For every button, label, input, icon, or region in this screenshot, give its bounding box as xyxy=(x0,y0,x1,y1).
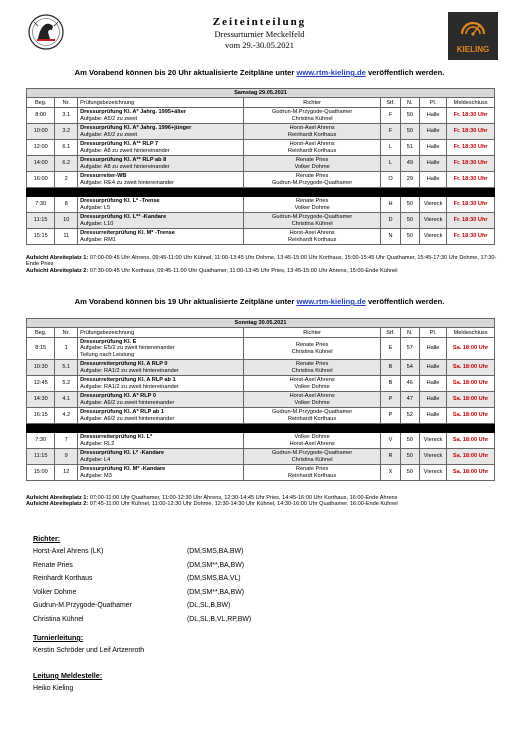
class-number: 11 xyxy=(55,229,78,245)
judges-heading: Richter: xyxy=(33,534,61,543)
supervision-1-label: Aufsicht Abreiteplatz 1: xyxy=(26,495,89,501)
exam-name: Dressurprüfung Kl. A* RLP ab 1 xyxy=(80,409,165,416)
judges-cell xyxy=(243,449,380,465)
col-nr-header: Nr. xyxy=(55,98,78,108)
entries-count: 50 xyxy=(400,197,419,213)
exam-cell xyxy=(78,197,244,213)
judge-entry-qualifications: (DL,SL,B,VL,RP,BW) xyxy=(187,615,252,623)
document-title: Zeiteinteilung xyxy=(212,16,307,28)
entries-count: 50 xyxy=(400,108,419,124)
entries-count: 51 xyxy=(400,140,419,156)
arena: Viereck xyxy=(419,229,446,245)
exam-name: Dressurprüfung Kl. A* Jahrg. 1995+älter xyxy=(80,109,187,116)
col-stf-header: Stf. xyxy=(381,328,400,338)
start-time: 16:15 xyxy=(27,408,55,424)
exam-task: Aufgabe: M3 xyxy=(80,472,112,479)
exam-cell xyxy=(78,108,244,124)
exam-cell xyxy=(78,465,244,481)
judges-cell xyxy=(243,124,380,140)
judge-name: Horst-Axel Ahrens xyxy=(289,377,335,384)
stf-value: R xyxy=(381,449,400,465)
col-n-header: N. xyxy=(400,328,419,338)
column-header-row xyxy=(27,98,495,108)
exam-cell xyxy=(78,140,244,156)
arena: Viereck xyxy=(419,433,446,449)
exam-task: Aufgabe: A6/2 zu zweit hintereinander xyxy=(80,399,175,406)
entries-count: 49 xyxy=(400,156,419,172)
supervision-1-text: 07:00-11:00 Uhr Quathamer, 11:00-12:30 Uhr Ahrens, 12:30-14:45 Uhr Pries, 14:45-16:00 Uhr Korthaus, 16:00-Ende Ahrens xyxy=(88,495,398,501)
col-meldeschluss-header: Meldeschluss xyxy=(447,328,495,338)
judges-cell xyxy=(243,172,380,188)
entries-count: 50 xyxy=(400,213,419,229)
judge-name: Gudrun-M.Przygode-Quathamer xyxy=(272,109,353,116)
exam-cell xyxy=(78,229,244,245)
schedule-row xyxy=(27,229,495,245)
entries-count: 50 xyxy=(400,124,419,140)
judge-entry-qualifications: (DM,SM**,BA,BW) xyxy=(187,588,245,596)
class-number: 6.1 xyxy=(55,140,78,156)
supervision-2-text: 07:45-11:00 Uhr Kühnel, 11:00-12:30 Uhr Dohme, 12:30-14:30 Uhr Kühnel, 14:30-16:00 Uhr Quathamer, 16:00-Ende Kühnel xyxy=(88,501,398,508)
exam-task: Aufgabe: RA1/2 zu zweit hintereinander xyxy=(80,367,179,374)
start-time: 11:15 xyxy=(27,449,55,465)
col-beg-header: Beg. xyxy=(27,98,55,108)
saturday-supervision xyxy=(26,255,501,274)
entry-deadline: Sa. 18:00 Uhr xyxy=(447,465,495,481)
schedule-row xyxy=(27,156,495,172)
judge-entry-name: Christina Kühnel xyxy=(33,615,84,623)
judge-entry-qualifications: (DM,SM**,BA,BW) xyxy=(187,561,245,569)
class-number: 4.2 xyxy=(55,408,78,424)
col-pl-header: Pl. xyxy=(419,98,446,108)
exam-name: Dressurprüfung Kl. A* Jahrg. 1996+jünger xyxy=(80,125,192,132)
day-header-row xyxy=(27,319,495,328)
meldestelle-heading: Leitung Meldestelle: xyxy=(33,671,103,680)
sunday-schedule-table xyxy=(26,318,495,481)
schedule-row xyxy=(27,408,495,424)
stf-value: V xyxy=(381,433,400,449)
arena: Halle xyxy=(419,360,446,376)
judge-entry-name: Horst-Axel Ahrens (LK) xyxy=(33,548,104,555)
sunday-supervision xyxy=(26,495,501,508)
judge-name: Renate Pries xyxy=(295,466,329,473)
judge-name: Renate Pries xyxy=(295,342,329,349)
judge-name: Gudrun-M.Przygode-Quathamer xyxy=(272,450,353,457)
judge-name: Volker Dohme xyxy=(294,434,330,441)
stf-value: L xyxy=(381,156,400,172)
class-number: 5.1 xyxy=(55,360,78,376)
start-time: 12:45 xyxy=(27,376,55,392)
exam-name: Dressurprüfung Kl. A** RLP 7 xyxy=(80,141,159,148)
entry-deadline: Fr. 18:30 Uhr xyxy=(447,229,495,245)
stf-value: P xyxy=(381,408,400,424)
start-time: 8:00 xyxy=(27,108,55,124)
judge-name: Christina Kühnel xyxy=(291,456,333,463)
entry-deadline: Sa. 18:00 Uhr xyxy=(447,338,495,360)
schedule-row xyxy=(27,108,495,124)
arena: Halle xyxy=(419,408,446,424)
arena: Viereck xyxy=(419,213,446,229)
exam-name: Dressurprüfung Kl. L* -Trense xyxy=(80,198,160,205)
judge-name: Volker Dohme xyxy=(294,163,330,170)
judges-cell xyxy=(243,376,380,392)
turnierleitung-heading: Turnierleitung: xyxy=(33,633,84,642)
day-label: Sonntag 30.05.2021 xyxy=(27,319,495,328)
exam-name: Dressurprüfung Kl. L** -Kandare xyxy=(80,214,167,221)
day-header-row xyxy=(27,89,495,98)
exam-task: Aufgabe: RM1 xyxy=(80,236,116,243)
start-time: 7:30 xyxy=(27,433,55,449)
col-stf-header: Stf. xyxy=(381,98,400,108)
entry-deadline: Fr. 18:30 Uhr xyxy=(447,124,495,140)
judge-name: Reinhardt Korthaus xyxy=(288,131,337,138)
class-number: 2 xyxy=(55,172,78,188)
column-header-row xyxy=(27,328,495,338)
schedule-row xyxy=(27,392,495,408)
exam-cell xyxy=(78,392,244,408)
entries-count: 50 xyxy=(400,433,419,449)
stf-value: B xyxy=(381,376,400,392)
judges-cell xyxy=(243,338,380,360)
exam-name: Dressurprüfung Kl. E xyxy=(80,338,137,345)
arena: Halle xyxy=(419,124,446,140)
notice-text: Am Vorabend können bis 20 Uhr aktualisierte Zeitpläne unter xyxy=(74,68,297,77)
schedule-row xyxy=(27,172,495,188)
entries-count: 52 xyxy=(400,408,419,424)
website-link[interactable]: www.rtm-kieling.de xyxy=(296,297,366,306)
stf-value: N xyxy=(381,229,400,245)
judge-name: Reinhardt Korthaus xyxy=(288,236,337,243)
turnierleitung-names: Kerstin Schröder und Leif Artzenroth xyxy=(33,647,145,654)
judge-name: Volker Dohme xyxy=(294,399,330,406)
judge-name: Horst-Axel Ahrens xyxy=(289,440,335,447)
judge-name: Gudrun-M.Przygode-Quathamer xyxy=(272,409,353,416)
entry-deadline: Fr. 18:30 Uhr xyxy=(447,197,495,213)
stf-value: F xyxy=(381,108,400,124)
col-n-header: N. xyxy=(400,98,419,108)
entries-count: 50 xyxy=(400,229,419,245)
entries-count: 29 xyxy=(400,172,419,188)
arena: Viereck xyxy=(419,465,446,481)
supervision-1-label: Aufsicht Abreiteplatz 1: xyxy=(26,255,89,261)
judge-name: Horst-Axel Ahrens xyxy=(289,230,335,237)
entry-deadline: Sa. 18:00 Uhr xyxy=(447,408,495,424)
schedule-row xyxy=(27,433,495,449)
judges-cell xyxy=(243,197,380,213)
exam-task: Aufgabe: RE4 zu zweit hintereinander xyxy=(80,179,175,186)
col-pl-header: Pl. xyxy=(419,328,446,338)
class-number: 3.2 xyxy=(55,124,78,140)
supervision-1-text: 07:00-09:45 Uhr Ahrens, 09:45-11:00 Uhr Kühnel, 11:00-13:45 Uhr Dohme, 13:45-15:00 Uhr Korthaus, 15:00-15:45 Uhr Quathamer, 15:45-17:30 Uhr Dohme, 17:30-Ende Pries xyxy=(26,255,497,268)
exam-cell xyxy=(78,433,244,449)
col-nr-header: Nr. xyxy=(55,328,78,338)
judges-cell xyxy=(243,433,380,449)
notice-text-end: veröffentlich werden. xyxy=(365,297,445,306)
start-time: 8:15 xyxy=(27,338,55,360)
judge-name: Horst-Axel Ahrens xyxy=(289,125,335,132)
class-number: 5.2 xyxy=(55,376,78,392)
exam-task: Aufgabe: L10 xyxy=(80,220,114,227)
entries-count: 50 xyxy=(400,465,419,481)
document-header xyxy=(0,16,519,51)
kieling-logo-text: KIELING xyxy=(456,45,490,54)
judge-entry-qualifications: (DM,SMS,BA,VL) xyxy=(187,575,241,582)
entry-deadline: Fr. 18:30 Uhr xyxy=(447,108,495,124)
saturday-schedule-table xyxy=(26,88,495,245)
judges-cell xyxy=(243,156,380,172)
exam-task: Aufgabe: RL2 xyxy=(80,440,115,447)
judges-cell xyxy=(243,213,380,229)
judges-cell xyxy=(243,360,380,376)
entry-deadline: Fr. 18:30 Uhr xyxy=(447,140,495,156)
entries-count: 47 xyxy=(400,392,419,408)
judges-cell xyxy=(243,465,380,481)
col-richter-header: Richter xyxy=(243,328,380,338)
entry-deadline: Fr. 18:30 Uhr xyxy=(447,156,495,172)
saturday-notice xyxy=(0,68,519,77)
judge-name: Renate Pries xyxy=(295,173,329,180)
judge-name: Renate Pries xyxy=(295,198,329,205)
judges-cell xyxy=(243,140,380,156)
start-time: 7:30 xyxy=(27,197,55,213)
stf-value: H xyxy=(381,197,400,213)
exam-task: Aufgabe: A5/2 zu zweit xyxy=(80,115,138,122)
arena: Halle xyxy=(419,108,446,124)
schedule-row xyxy=(27,213,495,229)
schedule-row xyxy=(27,376,495,392)
notice-text-end: veröffentlich werden. xyxy=(365,68,445,77)
exam-name: Dressurprüfung Kl. M* -Kandare xyxy=(80,466,166,473)
class-number: 1 xyxy=(55,338,78,360)
schedule-row xyxy=(27,140,495,156)
entries-count: 57 xyxy=(400,338,419,360)
notice-text: Am Vorabend können bis 19 Uhr aktualisierte Zeitpläne unter xyxy=(74,297,297,306)
entry-deadline: Fr. 18:30 Uhr xyxy=(447,172,495,188)
judge-name: Volker Dohme xyxy=(294,204,330,211)
exam-task: Aufgabe: RA1/2 zu zweit hintereinander xyxy=(80,383,179,390)
schedule-row xyxy=(27,197,495,213)
section-separator xyxy=(27,188,495,197)
class-number: 9 xyxy=(55,449,78,465)
exam-task: Aufgabe: L4 xyxy=(80,456,111,463)
judge-entry-qualifications: (DL,SL,B,BW) xyxy=(187,602,231,609)
judge-entry-name: Gudrun-M.Przygode-Quathamer xyxy=(33,602,132,609)
judge-entry-qualifications: (DM,SMS,BA,BW) xyxy=(187,548,244,555)
entry-deadline: Sa. 18:00 Uhr xyxy=(447,360,495,376)
judge-entry-name: Reinhardt Korthaus xyxy=(33,575,93,582)
exam-task: Aufgabe: A8 zu zweit hintereinander xyxy=(80,163,170,170)
arena: Halle xyxy=(419,140,446,156)
exam-name: Dressurreiterprüfung Kl. M* -Trense xyxy=(80,230,175,237)
judges-cell xyxy=(243,392,380,408)
arena: Halle xyxy=(419,376,446,392)
exam-cell xyxy=(78,338,244,360)
section-separator xyxy=(27,424,495,433)
stf-value: F xyxy=(381,124,400,140)
start-time: 14:30 xyxy=(27,392,55,408)
schedule-row xyxy=(27,449,495,465)
stf-value: P xyxy=(381,392,400,408)
stf-value: D xyxy=(381,213,400,229)
class-number: 12 xyxy=(55,465,78,481)
entry-deadline: Fr. 18:30 Uhr xyxy=(447,213,495,229)
class-number: 8 xyxy=(55,197,78,213)
exam-cell xyxy=(78,376,244,392)
judges-cell xyxy=(243,108,380,124)
judges-cell xyxy=(243,408,380,424)
website-link[interactable]: www.rtm-kieling.de xyxy=(296,68,366,77)
meldestelle-name: Heiko Kieling xyxy=(33,685,74,692)
judge-name: Christina Kühnel xyxy=(291,367,333,374)
exam-task: Aufgabe: A5/2 zu zweit xyxy=(80,131,138,138)
sunday-notice xyxy=(0,297,519,306)
judge-name: Gudrun-M.Przygode-Quathamer xyxy=(272,179,353,186)
schedule-row xyxy=(27,465,495,481)
judge-name: Christina Kühnel xyxy=(291,220,333,227)
arena: Halle xyxy=(419,392,446,408)
judge-entry-name: Renate Pries xyxy=(33,561,73,569)
judge-name: Renate Pries xyxy=(295,361,329,368)
col-pruefung-header: Prüfungsbezeichnung xyxy=(78,98,244,108)
stf-value: B xyxy=(381,360,400,376)
class-number: 6.2 xyxy=(55,156,78,172)
entries-count: 54 xyxy=(400,360,419,376)
event-name: Dressurturnier Meckelfeld xyxy=(214,29,305,39)
event-dates: vom 29.-30.05.2021 xyxy=(225,40,294,50)
exam-cell xyxy=(78,156,244,172)
exam-cell xyxy=(78,124,244,140)
exam-cell xyxy=(78,449,244,465)
exam-cell xyxy=(78,408,244,424)
schedule-row xyxy=(27,338,495,360)
exam-name: Dressurprüfung Kl. L* -Kandare xyxy=(80,450,165,457)
arena: Halle xyxy=(419,156,446,172)
exam-name: Dressurreiterprüfung Kl. L* xyxy=(80,434,153,441)
exam-task: Aufgabe: E5/2 zu zweit hintereinander xyxy=(80,345,175,352)
judge-name: Reinhardt Korthaus xyxy=(288,472,337,479)
day-label: Samstag 29.05.2021 xyxy=(27,89,495,98)
supervision-2-label: Aufsicht Abreiteplatz 2: xyxy=(26,267,89,274)
arena: Viereck xyxy=(419,449,446,465)
judge-name: Reinhardt Korthaus xyxy=(288,415,337,422)
judge-name: Renate Pries xyxy=(295,157,329,164)
exam-name: Dressurprüfung Kl. A* RLP 0 xyxy=(80,393,156,400)
class-number: 7 xyxy=(55,433,78,449)
col-meldeschluss-header: Meldeschluss xyxy=(447,98,495,108)
exam-cell xyxy=(78,213,244,229)
start-time: 10:00 xyxy=(27,124,55,140)
exam-task: Aufgabe: A6/2 zu zweit hintereinander xyxy=(80,415,175,422)
class-number: 10 xyxy=(55,213,78,229)
exam-task: Aufgabe: L5 xyxy=(80,204,111,211)
entry-deadline: Sa. 18:00 Uhr xyxy=(447,433,495,449)
arena: Viereck xyxy=(419,197,446,213)
judge-entry-name: Volker Dohme xyxy=(33,588,77,596)
entries-count: 50 xyxy=(400,449,419,465)
separator-bar xyxy=(27,188,495,197)
start-time: 15:00 xyxy=(27,465,55,481)
stf-value: X xyxy=(381,465,400,481)
exam-cell xyxy=(78,172,244,188)
judges-cell xyxy=(243,229,380,245)
start-time: 12:00 xyxy=(27,140,55,156)
stf-value: L xyxy=(381,140,400,156)
exam-name: Dressurreiterprüfung Kl. A RLP 0 xyxy=(80,361,168,368)
judge-name: Horst-Axel Ahrens xyxy=(289,141,335,148)
exam-note: Teilung nach Leistung xyxy=(80,351,135,358)
col-pruefung-header: Prüfungsbezeichnung xyxy=(78,328,244,338)
start-time: 10:30 xyxy=(27,360,55,376)
exam-name: Dressurreiter-WB xyxy=(80,173,127,180)
exam-task: Aufgabe: A8 zu zweit hintereinander xyxy=(80,147,170,154)
start-time: 11:15 xyxy=(27,213,55,229)
entry-deadline: Sa. 18:00 Uhr xyxy=(447,376,495,392)
judge-name: Horst-Axel Ahrens xyxy=(289,393,335,400)
schedule-row xyxy=(27,124,495,140)
judge-name: Gudrun-M.Przygode-Quathamer xyxy=(272,214,353,221)
exam-cell xyxy=(78,360,244,376)
stf-value: E xyxy=(381,338,400,360)
col-richter-header: Richter xyxy=(243,98,380,108)
class-number: 4.1 xyxy=(55,392,78,408)
arena: Halle xyxy=(419,338,446,360)
judge-name: Christina Kühnel xyxy=(291,115,333,122)
entry-deadline: Sa. 18:00 Uhr xyxy=(447,449,495,465)
stf-value: O xyxy=(381,172,400,188)
entry-deadline: Sa. 18:00 Uhr xyxy=(447,392,495,408)
schedule-row xyxy=(27,360,495,376)
arena: Halle xyxy=(419,172,446,188)
entries-count: 46 xyxy=(400,376,419,392)
start-time: 15:15 xyxy=(27,229,55,245)
separator-bar xyxy=(27,424,495,433)
judge-name: Christina Kühnel xyxy=(291,348,333,355)
col-beg-header: Beg. xyxy=(27,328,55,338)
supervision-2-label: Aufsicht Abreiteplatz 2: xyxy=(26,501,89,508)
exam-name: Dressurprüfung Kl. A** RLP ab 8 xyxy=(80,157,167,164)
class-number: 3.1 xyxy=(55,108,78,124)
start-time: 14:00 xyxy=(27,156,55,172)
start-time: 16:00 xyxy=(27,172,55,188)
judge-name: Volker Dohme xyxy=(294,383,330,390)
exam-name: Dressurreiterprüfung Kl. A RLP ab 1 xyxy=(80,377,176,384)
judge-name: Reinhardt Korthaus xyxy=(288,147,337,154)
supervision-2-text: 07:30-09:45 Uhr Korthaus, 09:45-11:00 Uhr Quathamer, 11:00-13:45 Uhr Pries, 13:45-15:00 Uhr Ahrens, 15:00-Ende Kühnel xyxy=(88,267,398,274)
